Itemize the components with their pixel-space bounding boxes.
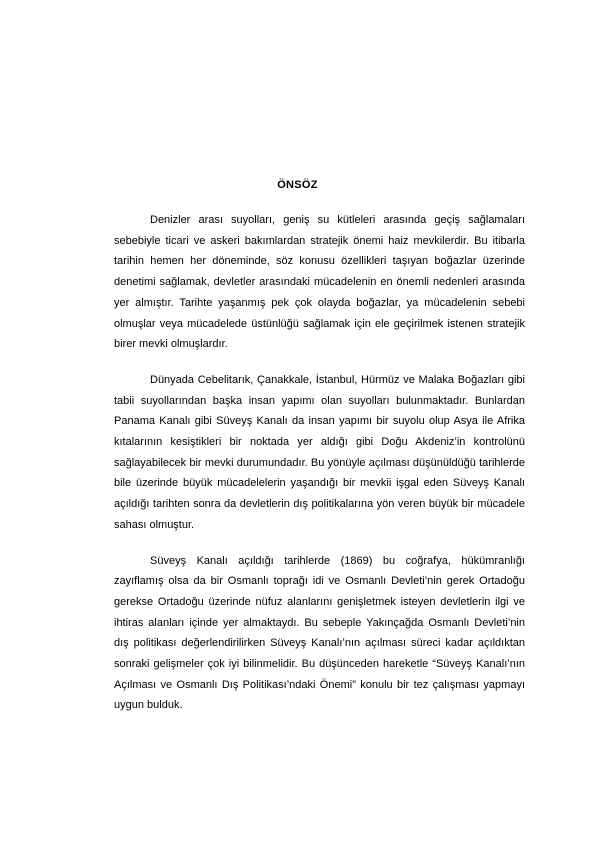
paragraph-1: Denizler arası suyolları, geniş su kütleleri arasında geçiş sağlamaları sebebiyle ticari ve askeri bakımlardan stratejik önemi haiz mevkilerdir. Bu itibarla tarihin hemen her döneminde, söz konusu özellikleri taşıyan boğazlar üzerinde denetimi sağlamak, devletler arasındaki mücadelenin en önemli nedenleri arasında yer almıştır. Tarihte yaşanmış pek çok olayda boğazlar, ya mücadelenin sebebi olmuşlar veya mücadelede üstünlüğü sağlamak için ele geçirilmek istenen stratejik birer mevki olmuşlardır.	[114, 214, 525, 351]
page-title: ÖNSÖZ	[277, 179, 318, 191]
paragraph-2: Dünyada Cebelitarık, Çanakkale, İstanbul, Hürmüz ve Malaka Boğazları gibi tabii suyollarından başka insan yapımı olan suyolları bulunmaktadır. Bunlardan Panama Kanalı gibi Süveyş Kanalı da insan yapımı bir suyolu olup Asya ile Afrika kıtalarının kesiştikleri bir noktada yer aldığı gibi Doğu Akdeniz’in kontrolünü sağlayabilecek bir mevki durumundadır. Bu yönüyle açılması düşünüldüğü tarihlerde bile üzerinde büyük mücadelelerin yaşandığı bir mevkii işgal eden Süveyş Kanalı açıldığı tarihten sonra da devletlerin dış politikalarına yön veren büyük bir mücadele sahası olmuştur.	[114, 373, 525, 531]
preface-body	[114, 210, 525, 731]
paragraph-3: Süveyş Kanalı açıldığı tarihlerde (1869) bu coğrafya, hükümranlığı zayıflamış olsa da bir Osmanlı toprağı idi ve Osmanlı Devleti’nin gerek Ortadoğu gerekse Ortadoğu üzerinde nüfuz alanlarını genişletmek isteyen devletlerin ilgi ve ihtiras alanları içinde yer almaktaydı. Bu sebeple Yakınçağda Osmanlı Devleti’nin dış politikası değerlendirilirken Süveyş Kanalı’nın açılması süreci kadar açıldıktan sonraki gelişmeler çok iyi bilinmelidir. Bu düşünceden hareketle “Süveyş Kanalı’nın Açılması ve Osmanlı Dış Politikası’ndaki Önemi” konulu bir tez çalışması yapmayı uygun bulduk.	[114, 554, 525, 712]
